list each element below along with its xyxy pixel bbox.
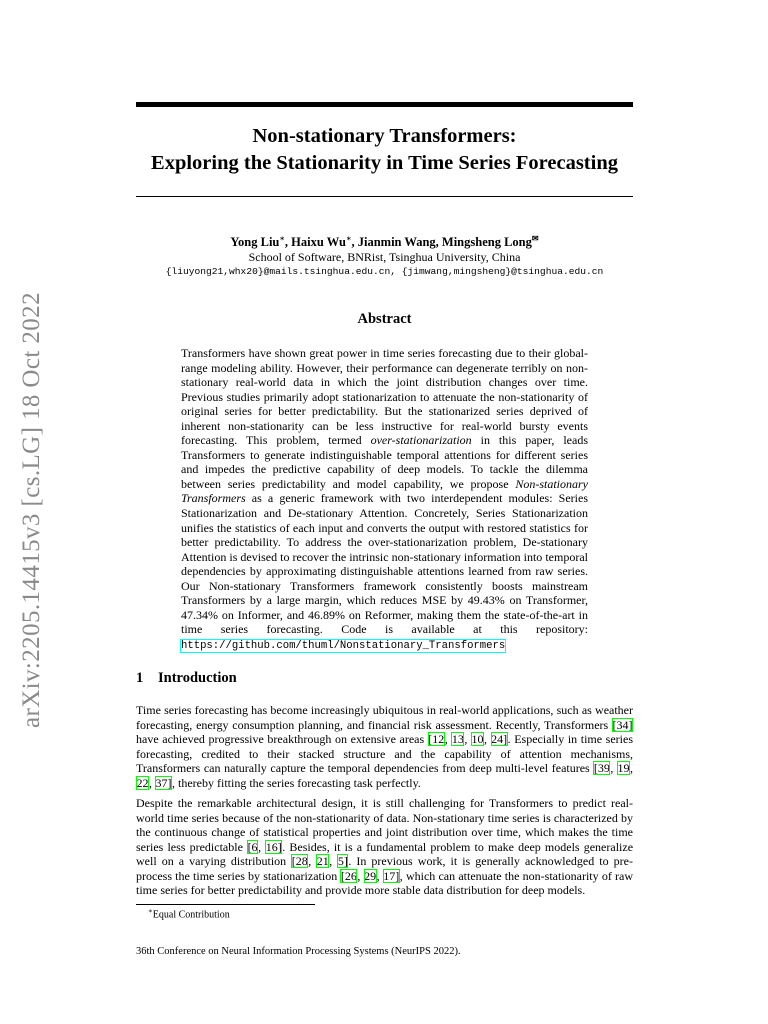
citation-link[interactable]: 13 (451, 732, 464, 747)
citation-link[interactable]: 19 (617, 761, 630, 776)
intro-paragraph-2: Despite the remarkable architectural design, it is still challenging for Transformers to predict real-world time series because of the non-stationarity of data. Non-stationary time series is characterized by the continuous change of statistical properties and joint distribution over time, which makes the time series less predictable [6, 16]. Besides, it is a fundamental problem to make deep models generalize well on a varying distribution [28, 21, 5]. In previous work, it is generally acknowledged to pre-process the time series by stationarization [26, 29, 17], which can attenuate the non-stationarity of raw time series for better predictability and provide more stable data distribution for deep models. (136, 796, 634, 898)
authors-3-4: , Jianmin Wang, Mingsheng Long (351, 235, 532, 250)
footnote (148, 907, 230, 920)
paragraph-text: have achieved progressive breakthrough on extensive areas (136, 732, 428, 747)
abstract-text: Transformers have shown great power in time series forecasting due to their global-range modeling ability. However, their performance can degenerate terribly on non-stationary real-world data in which the joint distribution changes over time. Previous studies primarily adopt stationarization to attenuate the non-stationarity of original series for better predictability. But the stationarized series deprived of inherent non-stationarity can be less instructive for real-world bursty events forecasting. This problem, termed (181, 346, 588, 448)
citation-link[interactable]: [26 (340, 868, 357, 883)
section-number: 1 (136, 670, 144, 686)
footnote-rule (136, 904, 315, 905)
abstract-term: Non-stationary Transformers (181, 476, 588, 506)
citation-link[interactable]: 16] (265, 839, 282, 854)
citation-link[interactable]: 29 (364, 868, 377, 883)
citation-link[interactable]: 21 (316, 854, 329, 869)
intro-paragraph-1: Time series forecasting has become increasingly ubiquitous in real-world applications, such as weather forecasting, energy consumption planning, and financial risk assessment. Recently, Transformers [34] have achieved progressive breakthrough on extensive areas [12, 13, 10, 24]. Especially in time series forecasting, credited to their stacked structure and the capability of attention mechanisms, Transformers can naturally capture the temporal dependencies from deep multi-level features [39, 19, 22, 37], thereby fitting the series forecasting task perfectly. (136, 703, 634, 790)
title-line-1: Non-stationary Transformers: (252, 125, 517, 147)
citation-link[interactable]: [28 (291, 854, 308, 869)
conference-note: 36th Conference on Neural Information Processing Systems (NeurIPS 2022). (136, 946, 461, 957)
paragraph-text: . In previous work, it is generally acknowledged to pre-process the time series by stationarization (136, 854, 633, 883)
citation-link[interactable]: [39 (593, 761, 610, 776)
abstract-term: over-stationarization (370, 433, 472, 448)
repository-link[interactable]: https://github.com/thuml/Nonstationary_Transformers (181, 639, 506, 652)
author-emails: {liuyong21,whx20}@mails.tsinghua.edu.cn, {jimwang,mingsheng}@tsinghua.edu.cn (165, 266, 604, 278)
citation-link[interactable]: 17] (383, 868, 400, 883)
title-bottom-rule (136, 196, 633, 197)
paragraph-text: . Besides, it is a fundamental problem to make deep models generalize well on a varying distribution (136, 839, 634, 869)
equal-contribution-mark: ∗ (345, 234, 352, 243)
title-line-2: Exploring the Stationarity in Time Series Forecasting (151, 152, 618, 174)
section-heading-introduction (136, 670, 237, 687)
paragraph-text: . Especially in time series forecasting, credited to their stacked structure and the capability of attention mechanisms, Transformers can naturally capture the temporal dependencies from deep multi-level features (136, 732, 634, 776)
author-names (136, 231, 633, 250)
arxiv-identifier-stamp: arXiv:2205.14415v3 [cs.LG] 18 Oct 2022 (18, 292, 45, 728)
citation-link[interactable]: 5] (337, 854, 348, 869)
abstract-heading: Abstract (357, 311, 412, 327)
abstract-body (181, 346, 588, 653)
citation-link[interactable]: [34] (612, 717, 633, 732)
paper-title (120, 123, 649, 177)
section-title: Introduction (158, 670, 237, 686)
footnote-mark: ∗ (148, 907, 153, 915)
title-top-rule (136, 102, 633, 107)
author-block (136, 231, 633, 279)
author-1: Yong Liu (230, 235, 280, 250)
abstract-text: in this paper, leads Transformers to generate indistinguishable temporal attentions for different series and impedes the predictive capability of deep models. To tackle the dilemma between series predictability and model capability, we propose (181, 433, 589, 491)
paragraph-text: , which can attenuate the non-stationarity of raw time series for better predictability and provide more stable data distribution for deep models. (136, 868, 634, 898)
footnote-text: Equal Contribution (152, 909, 230, 921)
abstract-text: as a generic framework with two interdependent modules: Series Stationarization and De-stationary Attention. Concretely, Series Stationarization unifies the statistics of each input and converts the output with restored statistics for better predictability. To address the over-stationarization problem, De-stationary Attention is devised to recover the intrinsic non-stationary information into temporal dependencies by approximating distinguishable attentions learned from raw series. Our Non-stationary Transformers framework consistently boosts mainstream Transformers by a large margin, which reduces MSE by 49.43% on Transformer, 47.34% on Informer, and 46.89% on Reformer, making them the state-of-the-art in time series forecasting. Code is available at this repository: (181, 491, 588, 637)
citation-link[interactable]: 22 (136, 775, 149, 790)
citation-link[interactable]: 37] (155, 775, 172, 790)
paragraph-text: Time series forecasting has become increasingly ubiquitous in real-world applications, such as weather forecasting, energy consumption planning, and financial risk assessment. Recently, Transformers (136, 703, 633, 732)
paragraph-text: , thereby fitting the series forecasting task perfectly. (172, 775, 421, 790)
citation-link[interactable]: [12 (428, 732, 445, 747)
affiliation: School of Software, BNRist, Tsinghua University, China (248, 250, 521, 265)
paragraph-text: Despite the remarkable architectural design, it is still challenging for Transformers to predict real-world time series because of the non-stationarity of data. Non-stationary time series is characterized by the continuous change of statistical properties and joint distribution over time, which makes the time series less predictable (136, 796, 633, 854)
corresponding-author-mark: ✉ (531, 234, 539, 243)
author-2: , Haixu Wu (284, 235, 346, 250)
equal-contribution-mark: ∗ (279, 234, 285, 243)
citation-link[interactable]: 10 (471, 732, 484, 747)
citation-link[interactable]: [6 (247, 839, 258, 854)
citation-link[interactable]: 24] (491, 732, 508, 747)
